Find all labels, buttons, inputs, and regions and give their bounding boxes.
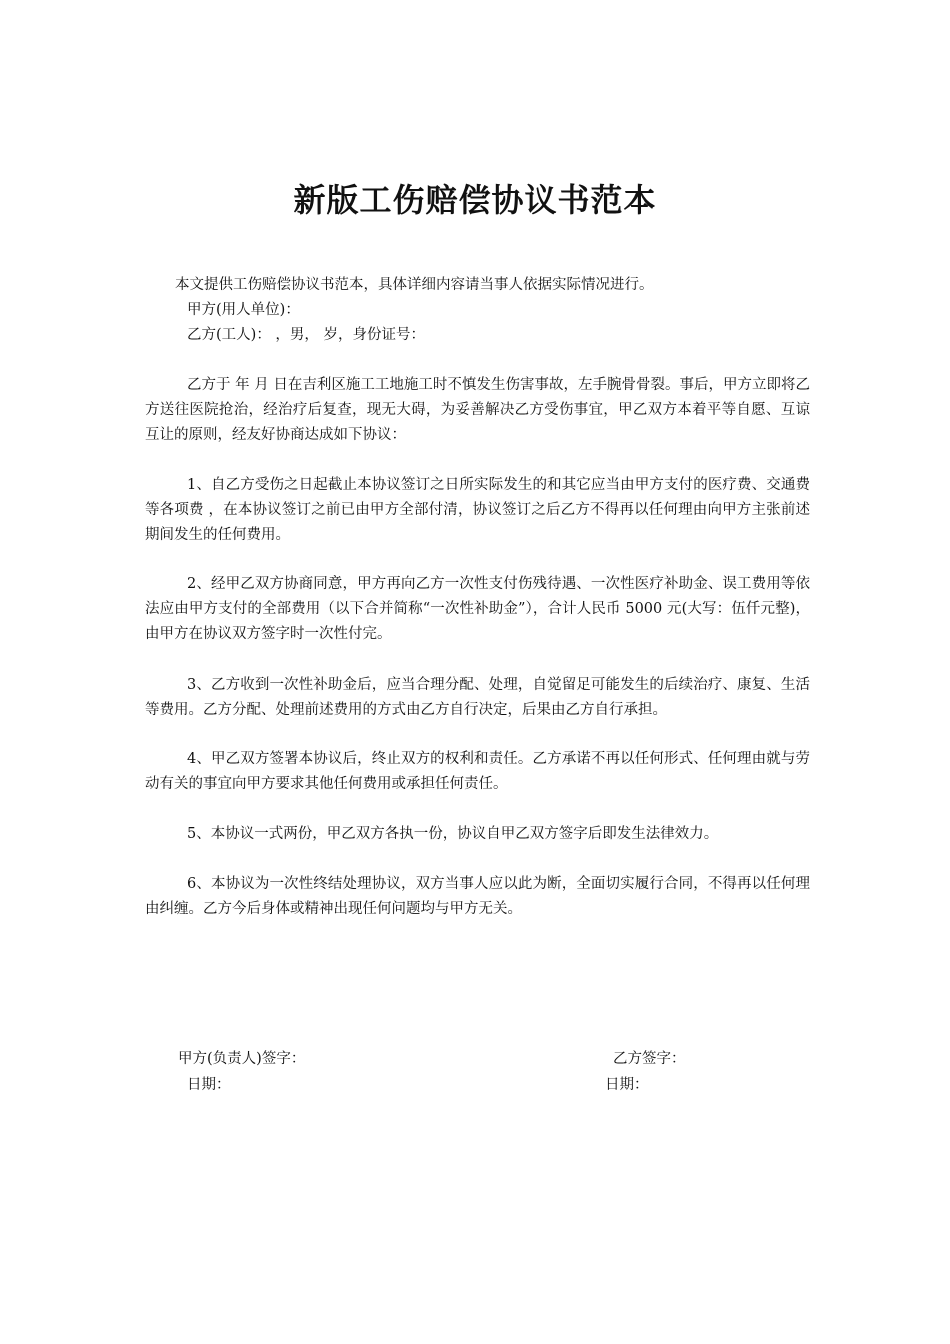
party-a-signature-label: 甲方(负责人)签字： bbox=[178, 1051, 306, 1067]
party-a-line: 甲方(用人单位)： bbox=[187, 302, 300, 318]
clause-6: 6、本协议为一次性终结处理协议，双方当事人应以此为断，全面切实履行合同，不得再以任何理由纠缠。乙方今后身体或精神出现任何问题均与甲方无关。 bbox=[145, 876, 810, 917]
party-b-line: 乙方(工人)： ，男， 岁，身份证号： bbox=[187, 327, 426, 343]
clause-3: 3、乙方收到一次性补助金后，应当合理分配、处理，自觉留足可能发生的后续治疗、康复、生活等费用。乙方分配、处理前述费用的方式由乙方自行决定，后果由乙方自行承担。 bbox=[145, 677, 810, 718]
clause-2: 2、经甲乙双方协商同意，甲方再向乙方一次性支付伤残待遇、一次性医疗补助金、误工费用等依法应由甲方支付的全部费用（以下合并简称“一次性补助金”），合计人民币 5000 元(大写：伍仟元整)，由甲方在协议双方签字时一次性付完。 bbox=[145, 576, 810, 642]
preamble-paragraph: 乙方于 年 月 日在吉利区施工工地施工时不慎发生伤害事故，左手腕骨骨裂。事后，甲方立即将乙方送往医院抢治，经治疗后复查，现无大碍，为妥善解决乙方受伤事宜，甲乙双方本着平等自愿、互谅互让的原则，经友好协商达成如下协议： bbox=[145, 377, 810, 443]
party-b-signature-label: 乙方签字： bbox=[613, 1051, 686, 1067]
intro-text: 本文提供工伤赔偿协议书范本，具体详细内容请当事人依据实际情况进行。 bbox=[175, 277, 654, 293]
clause-1: 1、自乙方受伤之日起截止本协议签订之日所实际发生的和其它应当由甲方支付的医疗费、交通费等各项费 ，在本协议签订之前已由甲方全部付清，协议签订之后乙方不得再以任何理由向甲方主张前述期间发生的任何费用。 bbox=[145, 477, 810, 543]
party-a-date-label: 日期： bbox=[187, 1077, 231, 1093]
clause-5: 5、本协议一式两份，甲乙双方各执一份，协议自甲乙双方签字后即发生法律效力。 bbox=[187, 826, 719, 842]
party-b-date-label: 日期： bbox=[605, 1077, 649, 1093]
clause-4: 4、甲乙双方签署本协议后，终止双方的权利和责任。乙方承诺不再以任何形式、任何理由就与劳动有关的事宜向甲方要求其他任何费用或承担任何责任。 bbox=[145, 751, 810, 792]
document-title: 新版工伤赔偿协议书范本 bbox=[293, 181, 657, 219]
